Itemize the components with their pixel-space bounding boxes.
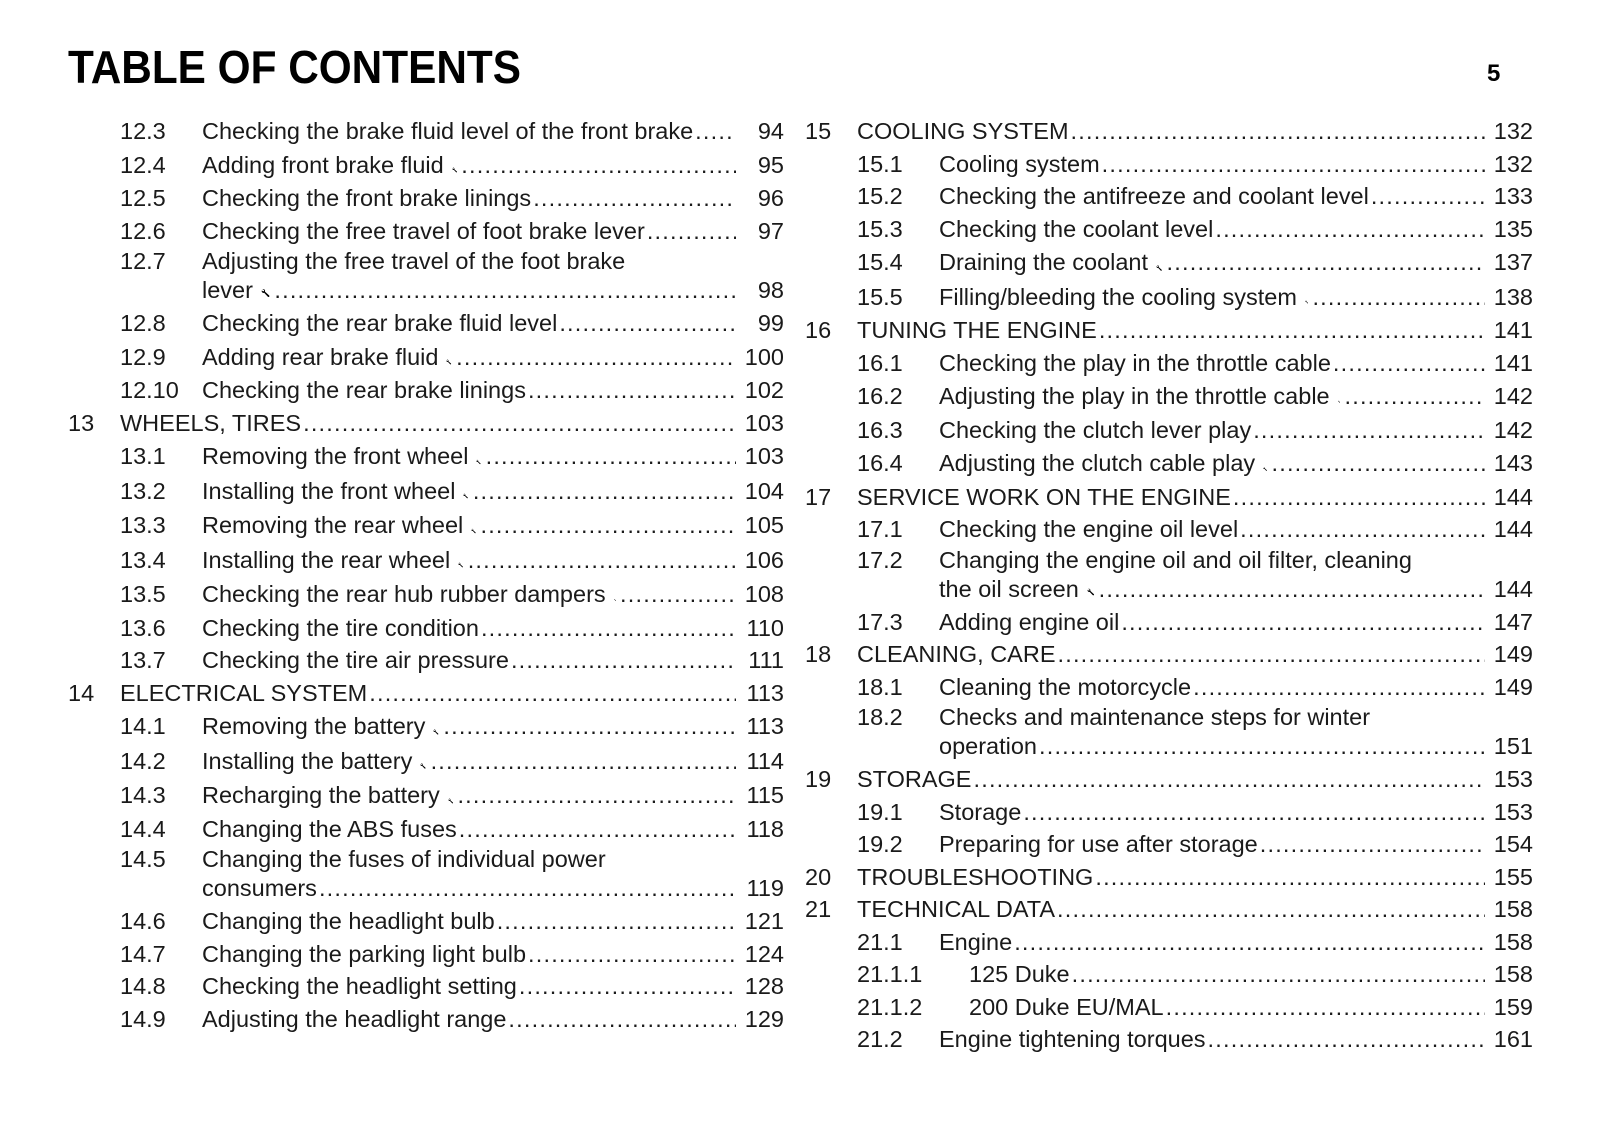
dot-leader: [1014, 926, 1485, 959]
section-title: STORAGE: [857, 766, 972, 792]
toc-entry[interactable]: [805, 926, 1533, 959]
toc-entry[interactable]: [68, 407, 784, 440]
toc-entry[interactable]: [805, 861, 1533, 894]
section-number: 14.9: [120, 1005, 166, 1032]
dot-leader: [481, 612, 736, 645]
toc-entry[interactable]: [68, 612, 784, 645]
toc-entry[interactable]: [68, 543, 784, 578]
section-number: 14.2: [120, 747, 166, 774]
page-ref: 149: [1493, 641, 1533, 667]
dot-leader: [511, 644, 736, 677]
dot-leader: [1371, 180, 1485, 213]
wrench-icon: [1156, 256, 1163, 280]
section-title: Recharging the battery: [202, 782, 440, 808]
toc-entry[interactable]: [805, 213, 1533, 246]
dot-leader: [319, 874, 736, 903]
section-number: 16.3: [857, 416, 903, 443]
toc-entry[interactable]: [68, 778, 784, 813]
dot-leader: [1095, 861, 1485, 894]
section-title: CLEANING, CARE: [857, 641, 1056, 667]
section-number: 21.1.1: [857, 961, 923, 987]
page-ref: 118: [746, 815, 784, 842]
dot-leader: [369, 677, 736, 710]
page-ref: 142: [1493, 383, 1533, 409]
toc-entry[interactable]: [68, 1003, 784, 1036]
section-number: 15.4: [857, 249, 903, 275]
section-number: 17.3: [857, 608, 903, 635]
page-ref: 137: [1493, 249, 1533, 275]
dot-leader: [497, 905, 736, 938]
wrench-icon: [458, 553, 463, 577]
section-title: operation: [939, 733, 1037, 759]
toc-entry[interactable]: [68, 307, 784, 340]
section-title: Checking the tire air pressure: [202, 647, 509, 673]
toc-entry[interactable]: [805, 148, 1533, 181]
dot-leader: [456, 340, 736, 375]
page-ref: 113: [746, 679, 784, 706]
section-number: 16: [805, 317, 832, 343]
section-title: TECHNICAL DATA: [857, 896, 1056, 922]
section-number: 17.1: [857, 516, 903, 542]
section-number: 13: [68, 409, 95, 436]
section-title: Installing the battery: [202, 747, 413, 774]
section-number: 12.6: [120, 217, 166, 244]
dot-leader: [1099, 314, 1485, 347]
toc-entry[interactable]: [805, 703, 1533, 761]
dot-leader: [1099, 575, 1485, 604]
section-number: 13.4: [120, 546, 166, 573]
section-title: the oil screen: [939, 575, 1079, 602]
toc-entry[interactable]: [68, 439, 784, 474]
dot-leader: [1272, 446, 1486, 481]
section-title: Removing the battery: [202, 713, 426, 739]
toc-entry[interactable]: [805, 638, 1533, 671]
section-number: 18.2: [857, 704, 903, 730]
wrench-icon: [463, 484, 468, 508]
toc-entry[interactable]: [805, 893, 1533, 926]
section-title: Checking the headlight setting: [202, 973, 517, 999]
toc-entry[interactable]: [68, 148, 784, 183]
section-number: 12.9: [120, 343, 166, 370]
section-title: Checking the rear hub rubber dampers: [202, 581, 606, 607]
page-ref: 161: [1493, 1026, 1533, 1052]
page-ref: 132: [1493, 118, 1533, 144]
toc-entry[interactable]: [68, 970, 784, 1003]
dot-leader: [1023, 796, 1485, 829]
section-title: Filling/bleeding the cooling system: [939, 283, 1297, 310]
section-title: Changing the engine oil and oil filter, cleaning: [939, 546, 1412, 573]
wrench-icon: [452, 158, 458, 182]
toc-entry[interactable]: [68, 508, 784, 543]
page-ref: 158: [1493, 928, 1533, 955]
dot-leader: [1167, 245, 1485, 280]
section-title: 200 Duke EU/MAL: [969, 993, 1164, 1020]
section-title: Checking the play in the throttle cable: [939, 349, 1331, 376]
section-number: 14.3: [120, 782, 166, 808]
section-title: COOLING SYSTEM: [857, 118, 1069, 144]
section-title: Checking the free travel of foot brake lever: [202, 217, 645, 244]
page-ref: 142: [1493, 416, 1533, 443]
page-ref: 154: [1493, 831, 1533, 857]
section-number: 14.4: [120, 815, 166, 842]
page-ref: 94: [757, 118, 784, 144]
section-number: 12.10: [120, 377, 179, 403]
dot-leader: [461, 148, 736, 183]
section-title: Checking the coolant level: [939, 215, 1214, 242]
page-ref: 99: [757, 310, 784, 336]
page-ref: 143: [1493, 450, 1533, 476]
section-title: Engine: [939, 928, 1013, 955]
wrench-icon: [471, 519, 476, 543]
dot-leader: [457, 778, 736, 813]
page-ref: 147: [1493, 608, 1533, 635]
wrench-icon: [1338, 390, 1341, 414]
section-title: Adding engine oil: [939, 608, 1120, 635]
dot-leader: [1072, 958, 1485, 991]
page-ref: 106: [744, 546, 784, 573]
section-number: 15: [805, 118, 832, 144]
toc-entry[interactable]: [68, 709, 784, 744]
section-title: Checking the front brake linings: [202, 185, 532, 211]
section-title: Changing the parking light bulb: [202, 940, 527, 967]
dot-leader: [274, 276, 736, 305]
page-ref: 100: [744, 343, 784, 370]
section-number: 12.7: [120, 248, 166, 274]
page-ref: 104: [744, 477, 784, 504]
dot-leader: [559, 307, 736, 340]
section-title: Checks and maintenance steps for winter: [939, 704, 1371, 730]
page-ref: 124: [744, 940, 784, 967]
section-title: Adding rear brake fluid: [202, 343, 439, 370]
dot-leader: [1208, 1023, 1485, 1056]
section-title: Changing the headlight bulb: [202, 908, 495, 934]
page-ref: 110: [746, 614, 784, 641]
dot-leader: [647, 215, 736, 248]
section-title: lever: [202, 277, 253, 303]
section-number: 17.2: [857, 546, 903, 573]
toc-entry[interactable]: [805, 481, 1533, 514]
dot-leader: [1240, 513, 1485, 546]
dot-leader: [1193, 671, 1485, 704]
section-title: Changing the ABS fuses: [202, 815, 457, 842]
page-ref: 114: [746, 747, 784, 774]
page-ref: 119: [746, 875, 784, 901]
section-number: 13.1: [120, 443, 166, 469]
page-ref: 103: [744, 443, 784, 469]
wrench-icon: [448, 789, 454, 813]
toc-entry[interactable]: [68, 340, 784, 375]
section-number: 18.1: [857, 673, 903, 700]
section-number: 21.1: [857, 928, 903, 955]
section-number: 14.8: [120, 973, 166, 999]
section-title: Adjusting the clutch cable play: [939, 450, 1256, 476]
dot-leader: [303, 407, 736, 440]
page-ref: 113: [746, 713, 784, 739]
toc-entry[interactable]: [805, 513, 1533, 546]
toc-entry[interactable]: [805, 958, 1533, 991]
dot-leader: [1333, 347, 1485, 380]
page-title: TABLE OF CONTENTS: [68, 41, 521, 93]
page-ref: 144: [1493, 483, 1533, 510]
dot-leader: [468, 543, 736, 578]
section-number: 16.2: [857, 383, 903, 409]
section-title: Storage: [939, 798, 1022, 825]
dot-leader: [528, 374, 736, 407]
toc-entry[interactable]: [68, 905, 784, 938]
wrench-icon: [446, 350, 452, 374]
section-title: Adding front brake fluid: [202, 151, 444, 178]
page-ref: 153: [1493, 766, 1533, 792]
toc-entry[interactable]: [805, 446, 1533, 481]
section-number: 13.7: [120, 647, 166, 673]
section-number: 12.4: [120, 151, 166, 178]
page-ref: 98: [757, 277, 784, 303]
section-number: 13.3: [120, 512, 166, 538]
page-ref: 155: [1493, 863, 1533, 890]
page-ref: 149: [1493, 673, 1533, 700]
toc-entry[interactable]: [805, 1023, 1533, 1056]
wrench-icon: [433, 720, 439, 744]
dot-leader: [1166, 991, 1485, 1024]
section-title: TUNING THE ENGINE: [857, 317, 1097, 343]
dot-leader: [1344, 379, 1485, 414]
wrench-icon: [1263, 457, 1267, 481]
section-title: 125 Duke: [969, 961, 1070, 987]
section-number: 14.6: [120, 908, 166, 934]
toc-entry[interactable]: [805, 180, 1533, 213]
section-title: Checking the rear brake linings: [202, 377, 526, 403]
dot-leader: [620, 577, 736, 612]
dot-leader: [528, 938, 736, 971]
dot-leader: [1058, 638, 1486, 671]
section-number: 14.5: [120, 846, 166, 872]
toc-entry[interactable]: [68, 182, 784, 215]
dot-leader: [1071, 115, 1485, 148]
section-number: 13.6: [120, 614, 166, 641]
toc-entry[interactable]: [805, 763, 1533, 796]
toc-entry[interactable]: [805, 115, 1533, 148]
toc-entry[interactable]: [805, 606, 1533, 639]
section-number: 15.2: [857, 183, 903, 209]
dot-leader: [1121, 606, 1485, 639]
section-title: Installing the rear wheel: [202, 546, 451, 573]
page-ref: 138: [1493, 283, 1533, 310]
page-ref: 96: [757, 185, 784, 211]
page-ref: 121: [744, 908, 784, 934]
toc-entry[interactable]: [68, 577, 784, 612]
section-number: 19: [805, 766, 832, 792]
toc-entry[interactable]: [68, 474, 784, 509]
wrench-icon: [420, 754, 426, 778]
section-number: 15.1: [857, 150, 903, 177]
toc-entry[interactable]: [68, 938, 784, 971]
page-ref: 128: [744, 973, 784, 999]
page-ref: 135: [1493, 215, 1533, 242]
dot-leader: [1312, 280, 1485, 315]
section-title: Cooling system: [939, 150, 1100, 177]
dot-leader: [533, 182, 736, 215]
section-title: SERVICE WORK ON THE ENGINE: [857, 483, 1231, 510]
section-number: 20: [805, 863, 832, 890]
section-number: 21.2: [857, 1026, 903, 1052]
dot-leader: [486, 439, 736, 474]
page-ref: 108: [744, 581, 784, 607]
toc-entry[interactable]: [805, 314, 1533, 347]
dot-leader: [473, 474, 736, 509]
toc-entry[interactable]: [805, 414, 1533, 447]
dot-leader: [973, 763, 1485, 796]
section-title: Cleaning the motorcycle: [939, 673, 1192, 700]
section-title: Removing the front wheel: [202, 443, 469, 469]
toc-entry[interactable]: [805, 379, 1533, 414]
toc-entry[interactable]: [805, 796, 1533, 829]
section-title: Adjusting the headlight range: [202, 1005, 507, 1032]
toc-entry[interactable]: [805, 671, 1533, 704]
section-number: 12.5: [120, 185, 166, 211]
page-ref: 159: [1493, 993, 1533, 1020]
section-title: Installing the front wheel: [202, 477, 456, 504]
section-title: consumers: [202, 875, 317, 901]
wrench-icon: [261, 281, 270, 305]
section-number: 13.2: [120, 477, 166, 504]
section-number: 21: [805, 896, 832, 922]
section-title: Adjusting the play in the throttle cable: [939, 383, 1330, 409]
page-ref: 133: [1493, 183, 1533, 209]
toc-entry[interactable]: [68, 215, 784, 248]
section-title: WHEELS, TIRES: [120, 409, 302, 436]
section-title: Checking the rear brake fluid level: [202, 310, 558, 336]
section-title: Draining the coolant: [939, 249, 1149, 275]
section-title: Preparing for use after storage: [939, 831, 1258, 857]
page-ref: 105: [744, 512, 784, 538]
page-ref: 158: [1493, 961, 1533, 987]
dot-leader: [1102, 148, 1485, 181]
toc-entry[interactable]: [805, 347, 1533, 380]
section-number: 21.1.2: [857, 993, 923, 1020]
section-number: 16.4: [857, 450, 903, 476]
toc-entry[interactable]: [68, 845, 784, 903]
section-number: 13.5: [120, 581, 166, 607]
section-title: Removing the rear wheel: [202, 512, 464, 538]
page-ref: 141: [1493, 317, 1533, 343]
section-title: Adjusting the free travel of the foot brake: [202, 248, 626, 274]
section-title: Checking the tire condition: [202, 614, 479, 641]
page-ref: 153: [1493, 798, 1533, 825]
section-number: 12.3: [120, 118, 166, 144]
toc-entry[interactable]: [805, 280, 1533, 315]
page-number: 5: [1487, 60, 1501, 87]
dot-leader: [1057, 893, 1485, 926]
page-ref: 97: [757, 217, 784, 244]
page-ref: 111: [748, 647, 784, 673]
section-title: Checking the engine oil level: [939, 516, 1239, 542]
page-ref: 103: [744, 409, 784, 436]
page-ref: 144: [1493, 575, 1533, 602]
section-number: 15.3: [857, 215, 903, 242]
toc-entry[interactable]: [68, 247, 784, 305]
wrench-icon: [1087, 580, 1095, 604]
section-number: 16.1: [857, 349, 903, 376]
dot-leader: [1233, 481, 1485, 514]
toc-left-column: [68, 115, 784, 1035]
section-title: Checking the antifreeze and coolant level: [939, 183, 1369, 209]
page-ref: 129: [744, 1005, 784, 1032]
toc-entry[interactable]: [805, 245, 1533, 280]
wrench-icon: [476, 450, 481, 474]
dot-leader: [431, 744, 736, 779]
section-number: 12.8: [120, 310, 166, 336]
dot-leader: [1215, 213, 1485, 246]
toc-entry[interactable]: [805, 546, 1533, 604]
page-ref: 158: [1493, 896, 1533, 922]
page-ref: 115: [746, 782, 784, 808]
section-number: 18: [805, 641, 832, 667]
dot-leader: [519, 970, 736, 1003]
dot-leader: [480, 508, 736, 543]
section-title: Checking the clutch lever play: [939, 416, 1252, 443]
section-number: 14.7: [120, 940, 166, 967]
dot-leader: [1260, 828, 1485, 861]
wrench-icon: [1305, 290, 1309, 314]
toc-entry[interactable]: [805, 828, 1533, 861]
section-title: Checking the brake fluid level of the front brake: [202, 118, 694, 144]
toc-entry[interactable]: [805, 991, 1533, 1024]
section-title: Changing the fuses of individual power: [202, 846, 606, 872]
dot-leader: [443, 709, 736, 744]
page-ref: 141: [1493, 349, 1533, 376]
toc-entry[interactable]: [68, 744, 784, 779]
dot-leader: [459, 813, 736, 846]
section-title: Engine tightening torques: [939, 1026, 1206, 1052]
section-number: 17: [805, 483, 832, 510]
toc-entry[interactable]: [68, 677, 784, 710]
page-ref: 144: [1493, 516, 1533, 542]
dot-leader: [1253, 414, 1485, 447]
toc-entry[interactable]: [68, 644, 784, 677]
toc-entry[interactable]: [68, 374, 784, 407]
section-title: TROUBLESHOOTING: [857, 863, 1094, 890]
section-number: 14: [68, 679, 95, 706]
toc-entry[interactable]: [68, 813, 784, 846]
dot-leader: [508, 1003, 736, 1036]
page-ref: 151: [1493, 733, 1533, 759]
dot-leader: [1039, 732, 1485, 761]
page-ref: 102: [744, 377, 784, 403]
page-ref: 95: [757, 151, 784, 178]
section-title: ELECTRICAL SYSTEM: [120, 679, 368, 706]
section-number: 19.2: [857, 831, 903, 857]
page-ref: 132: [1493, 150, 1533, 177]
section-number: 19.1: [857, 798, 903, 825]
section-number: 14.1: [120, 713, 166, 739]
section-number: 15.5: [857, 283, 903, 310]
wrench-icon: [614, 588, 616, 612]
toc-right-column: [805, 115, 1533, 1056]
toc-entry[interactable]: [68, 115, 784, 148]
dot-leader: [695, 115, 736, 148]
